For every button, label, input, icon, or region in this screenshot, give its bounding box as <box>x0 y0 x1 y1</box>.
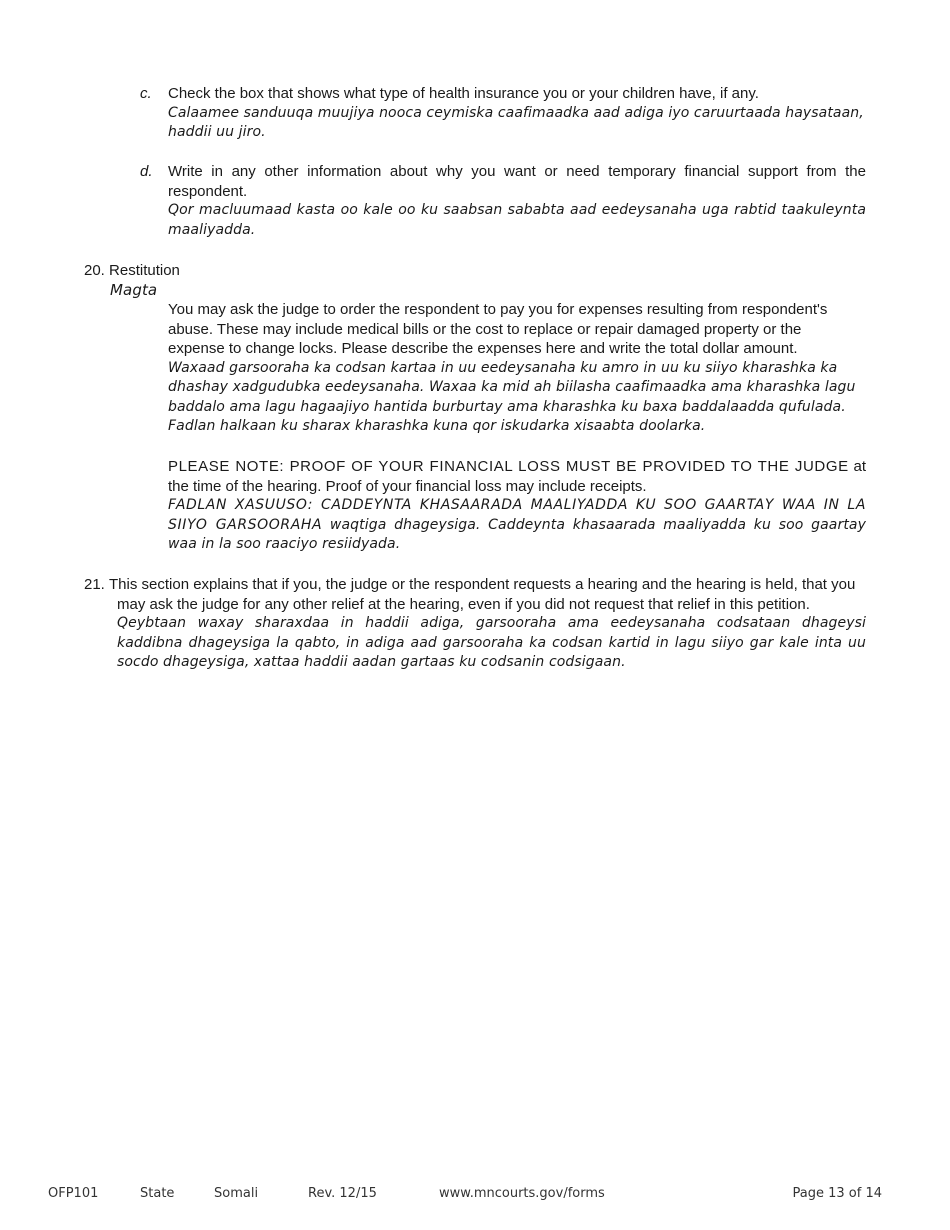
footer-revision: Rev. 12/15 <box>308 1186 377 1201</box>
footer-jurisdiction: State <box>140 1186 175 1201</box>
item-c-marker: c. <box>140 85 152 102</box>
section-21-somali: Qeybtaan waxay sharaxdaa in haddii adiga, garsooraha ama eedeysanaha codsataan dhageysi kaddibna dhageysiga la qabto, in adiga aad garsooraha ka codsan kartid in lagu siiyo gar kale inta uu socdo dhageysiga, xattaa haddii aadan gartaas ku codsanin codsigaan. <box>117 615 866 670</box>
section-21-number: 21. <box>84 576 105 593</box>
section-21-somali-wrap <box>117 614 866 673</box>
note-somali-rest: waqtiga dhageysiga. Caddeynta khasaarada maaliyadda ku soo gaartay waa in la soo raaciyo resiidyada. <box>168 516 866 552</box>
section-21-english: This section explains that if you, the judge or the respondent requests a hearing and the hearing is held, that you may ask the judge for any other relief at the hearing, even if you did not request that relief in this petition. <box>109 576 856 613</box>
item-c-english: Check the box that shows what type of health insurance you or your children have, if any. <box>168 85 759 102</box>
item-d-somali: Qor macluumaad kasta oo kale oo ku saabsan sababta aad eedeysanaha uga rabtid taakuleynta maaliyadda. <box>168 202 866 238</box>
section-21-body <box>84 575 866 614</box>
note-somali-caps: FADLAN XASUUSO: CADDEYNTA KHASAARADA MAALIYADDA KU SOO GAARTAY WAA IN LA SIIYO GARSOORAHA <box>168 497 866 533</box>
section-20-body <box>168 300 858 437</box>
section-20-english: You may ask the judge to order the respondent to pay you for expenses resulting from respondent's abuse. These may include medical bills or the cost to replace or repair damaged property or the expense to change locks. Please describe the expenses here and write the total dollar amount. <box>168 301 828 357</box>
section-20-heading-somali: Magta <box>110 281 158 299</box>
item-d-marker: d. <box>140 163 153 180</box>
footer-form-id: OFP101 <box>48 1186 99 1201</box>
footer-url-link[interactable]: www.mncourts.gov/forms <box>439 1186 605 1201</box>
section-20-heading: 20. Restitution <box>84 262 180 279</box>
item-d-english: Write in any other information about why you want or need temporary financial support from the respondent. <box>168 163 866 200</box>
item-c-somali: Calaamee sanduuqa muujiya nooca ceymiska caafimaadka aad adiga iyo caruurtaada haysataan, haddii uu jiro. <box>168 104 864 140</box>
footer-page-number: Page 13 of 14 <box>792 1186 882 1201</box>
note-english-caps: PLEASE NOTE: PROOF OF YOUR FINANCIAL LOSS MUST BE PROVIDED TO THE JUDGE <box>168 458 849 475</box>
note-english-rest: at the time of the hearing. Proof of your financial loss may include receipts. <box>168 458 866 495</box>
section-20-note <box>168 457 866 555</box>
item-d <box>168 162 866 240</box>
section-20-somali: Waxaad garsooraha ka codsan kartaa in uu eedeysanaha ku amro in uu ku siiyo kharashka ka dhashay xadgudubka eedeysanaha. Waxaa ka mid ah biilasha caafimaadka ama kharashka lagu baddalo ama lagu hagaajiyo hantida burburtay ama kharashka ku baxa baddalaadda qufulada. Fadlan halkaan ku sharax kharashka kuna qor iskudarka xisaabta doolarka. <box>168 359 856 434</box>
item-c <box>168 84 868 143</box>
footer-language: Somali <box>214 1186 259 1201</box>
